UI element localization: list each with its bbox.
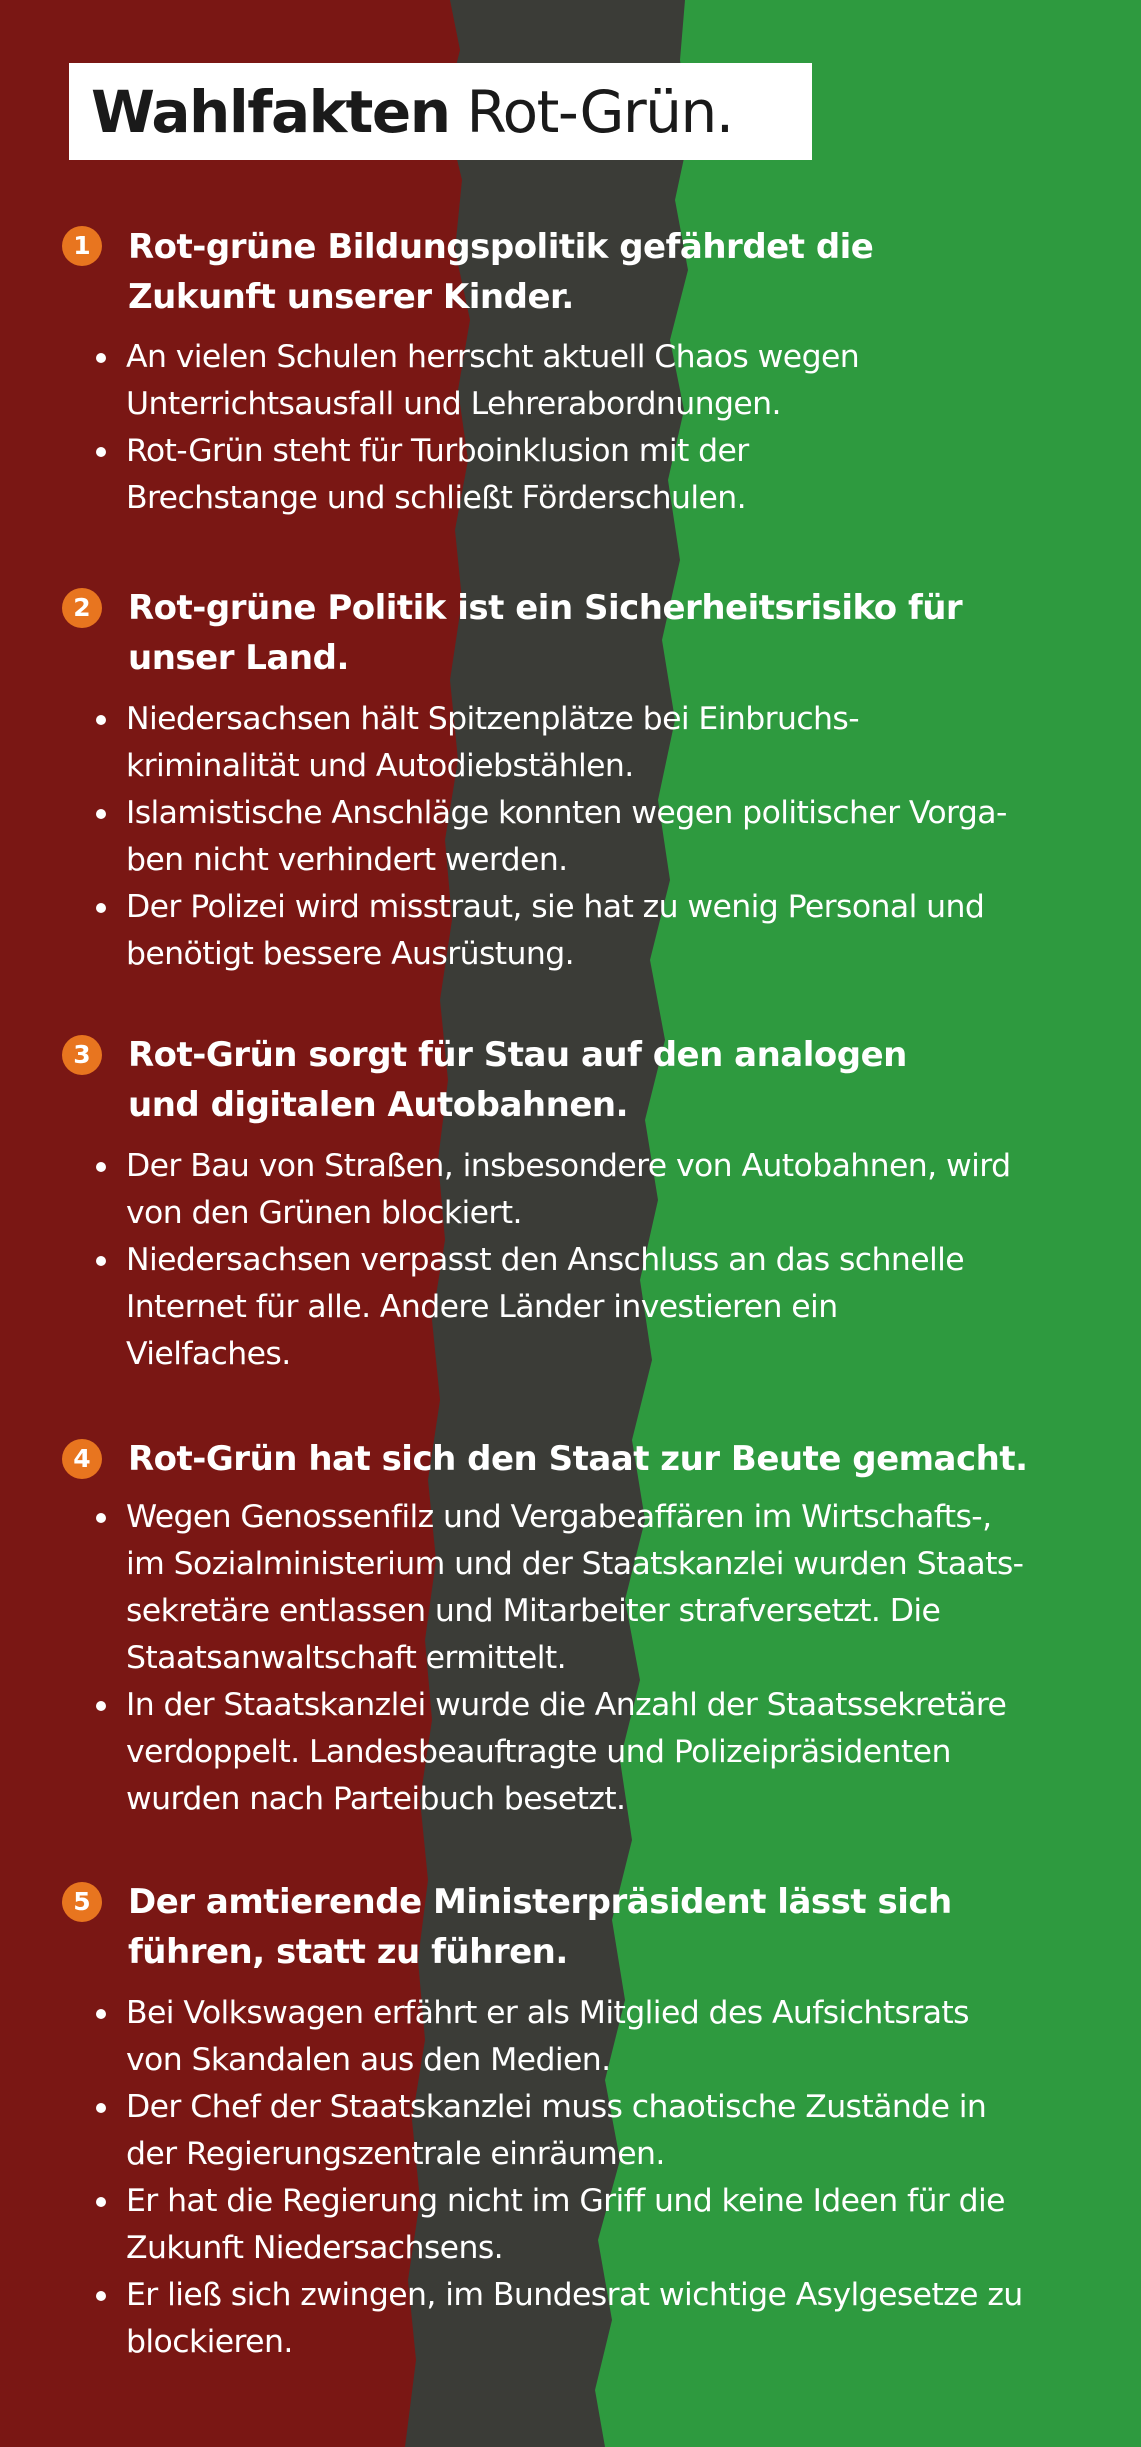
- bullet-line: Der Chef der Staatskanzlei muss chaotische Zustände in: [126, 2089, 987, 2125]
- heading-line: Rot-grüne Bildungspolitik gefährdet die: [128, 227, 874, 267]
- number-badge: 4: [62, 1439, 102, 1479]
- bullet-line: verdoppelt. Landesbeauftragte und Polizeipräsidenten: [126, 1734, 951, 1770]
- bullet-dot: [96, 809, 106, 819]
- bullet-list: [90, 1990, 1023, 2366]
- bullet-line: Internet für alle. Andere Länder investieren ein: [126, 1289, 838, 1325]
- bullet-dot: [96, 2197, 106, 2207]
- bullet-item: [90, 884, 1007, 978]
- bullet-dot: [96, 1162, 106, 1172]
- bullet-line: Niedersachsen verpasst den Anschluss an das schnelle: [126, 1242, 965, 1278]
- section-heading: [128, 583, 962, 683]
- number-badge: 1: [62, 226, 102, 266]
- heading-line: führen, statt zu führen.: [128, 1932, 568, 1972]
- bullet-dot: [96, 1701, 106, 1711]
- section-heading: [128, 1877, 952, 1977]
- title-space: [450, 78, 467, 146]
- title-box: [69, 63, 812, 160]
- section-heading: [128, 1030, 907, 1130]
- heading-line: Der amtierende Ministerpräsident lässt sich: [128, 1882, 952, 1922]
- bullet-line: wurden nach Parteibuch besetzt.: [126, 1781, 626, 1817]
- bullet-line: blockieren.: [126, 2324, 293, 2360]
- bullet-line: im Sozialministerium und der Staatskanzlei wurden Staats-: [126, 1546, 1024, 1582]
- bullet-list: [90, 1143, 1011, 1378]
- bullet-item: [90, 1990, 1023, 2084]
- bullet-line: benötigt bessere Ausrüstung.: [126, 936, 575, 972]
- bullet-item: [90, 790, 1007, 884]
- bullet-list: [90, 696, 1007, 978]
- bullet-list: [90, 1494, 1023, 1823]
- section-heading: [128, 222, 873, 322]
- bullet-line: der Regierungszentrale einräumen.: [126, 2136, 665, 2172]
- bullet-line: Vielfaches.: [126, 1336, 291, 1372]
- bullet-item: [90, 2178, 1023, 2272]
- heading-line: unser Land.: [128, 638, 349, 678]
- bullet-line: Der Bau von Straßen, insbesondere von Autobahnen, wird: [126, 1148, 1011, 1184]
- number-badge: 5: [62, 1882, 102, 1922]
- heading-line: Rot-Grün sorgt für Stau auf den analogen: [128, 1035, 907, 1075]
- section-heading: [128, 1434, 1028, 1484]
- bullet-line: An vielen Schulen herrscht aktuell Chaos wegen: [126, 339, 860, 375]
- bullet-dot: [96, 2009, 106, 2019]
- bullet-dot: [96, 903, 106, 913]
- bullet-line: Bei Volkswagen erfährt er als Mitglied des Aufsichtsrats: [126, 1995, 969, 2031]
- bullet-line: Islamistische Anschläge konnten wegen politischer Vorga-: [126, 795, 1007, 831]
- bullet-item: [90, 1682, 1023, 1823]
- bullet-line: Er ließ sich zwingen, im Bundesrat wichtige Asylgesetze zu: [126, 2277, 1023, 2313]
- bullet-item: [90, 1237, 1011, 1378]
- bullet-list: [90, 334, 859, 522]
- bullet-line: In der Staatskanzlei wurde die Anzahl der Staatssekretäre: [126, 1687, 1007, 1723]
- bullet-line: von den Grünen blockiert.: [126, 1195, 522, 1231]
- bullet-dot: [96, 2291, 106, 2301]
- number-badge: 2: [62, 588, 102, 628]
- bullet-dot: [96, 1513, 106, 1523]
- bullet-line: Niedersachsen hält Spitzenplätze bei Einbruchs-: [126, 701, 859, 737]
- bullet-line: sekretäre entlassen und Mitarbeiter strafversetzt. Die: [126, 1593, 941, 1629]
- bullet-line: Rot-Grün steht für Turboinklusion mit der: [126, 433, 749, 469]
- bullet-item: [90, 696, 1007, 790]
- heading-line: und digitalen Autobahnen.: [128, 1085, 629, 1125]
- heading-line: Rot-Grün hat sich den Staat zur Beute gemacht.: [128, 1439, 1028, 1479]
- heading-line: Zukunft unserer Kinder.: [128, 277, 574, 317]
- bullet-dot: [96, 447, 106, 457]
- title-regular: Rot-Grün.: [466, 77, 733, 146]
- bullet-line: von Skandalen aus den Medien.: [126, 2042, 611, 2078]
- bullet-item: [90, 2272, 1023, 2366]
- bullet-line: Zukunft Niedersachsens.: [126, 2230, 504, 2266]
- bullet-item: [90, 2084, 1023, 2178]
- bullet-line: Er hat die Regierung nicht im Griff und keine Ideen für die: [126, 2183, 1005, 2219]
- bullet-item: [90, 1494, 1023, 1682]
- bullet-dot: [96, 2103, 106, 2113]
- bullet-dot: [96, 353, 106, 363]
- bullet-line: kriminalität und Autodiebstählen.: [126, 748, 634, 784]
- heading-line: Rot-grüne Politik ist ein Sicherheitsrisiko für: [128, 588, 963, 628]
- bullet-dot: [96, 1256, 106, 1266]
- bullet-line: ben nicht verhindert werden.: [126, 842, 568, 878]
- bullet-line: Der Polizei wird misstraut, sie hat zu wenig Personal und: [126, 889, 985, 925]
- bullet-line: Wegen Genossenfilz und Vergabeaffären im Wirtschafts-,: [126, 1499, 992, 1535]
- bullet-line: Staatsanwaltschaft ermittelt.: [126, 1640, 567, 1676]
- bullet-item: [90, 334, 859, 428]
- bullet-item: [90, 1143, 1011, 1237]
- bullet-item: [90, 428, 859, 522]
- bullet-dot: [96, 715, 106, 725]
- title-bold: Wahlfakten: [91, 77, 450, 146]
- number-badge: 3: [62, 1035, 102, 1075]
- bullet-line: Unterrichtsausfall und Lehrerabordnungen.: [126, 386, 781, 422]
- bullet-line: Brechstange und schließt Förderschulen.: [126, 480, 747, 516]
